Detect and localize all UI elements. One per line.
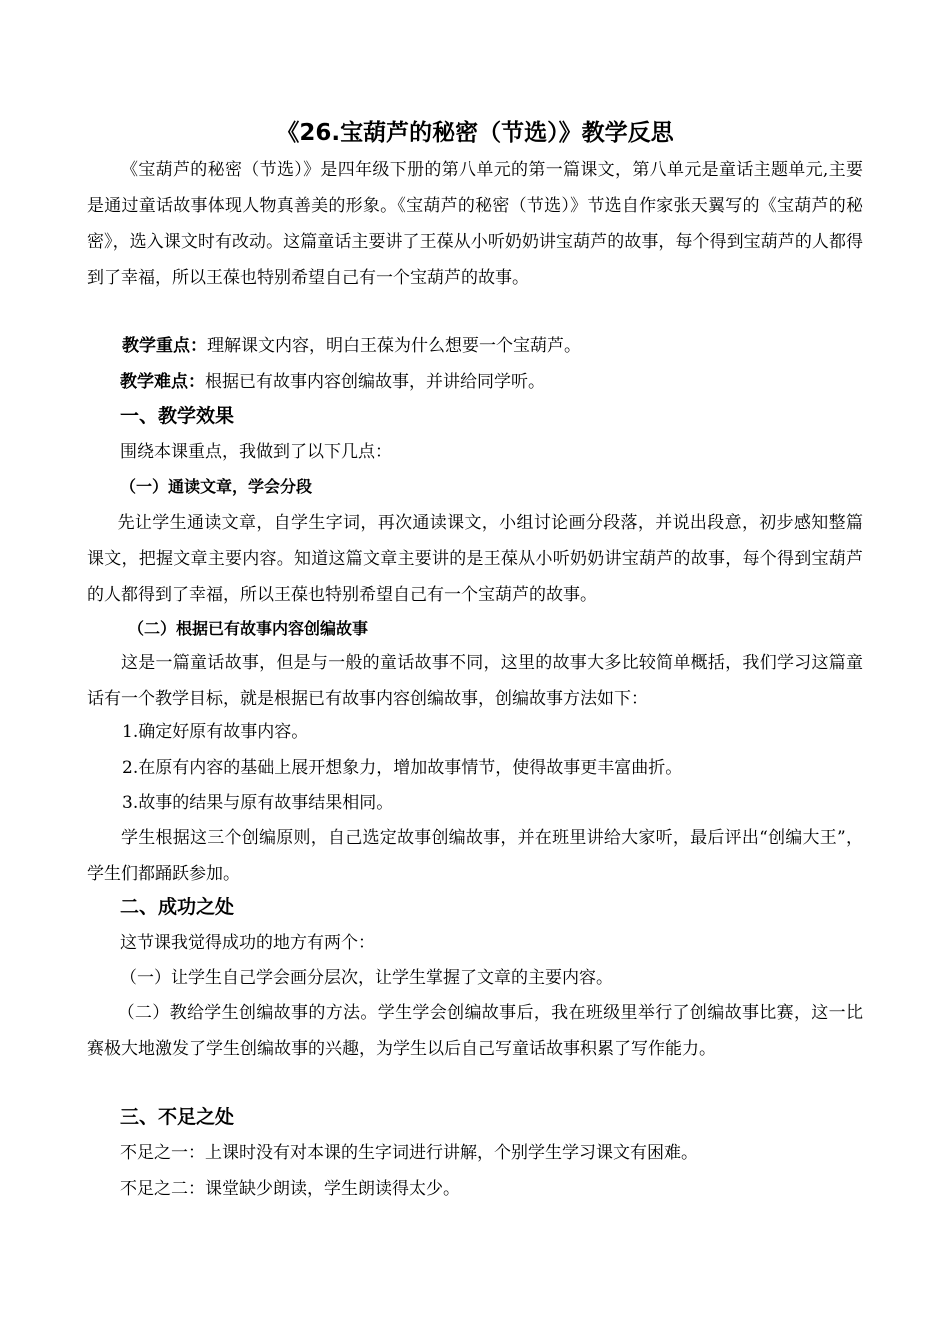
difficult-point-text: 根据已有故事内容创编故事，并讲给同学听。 <box>205 372 545 392</box>
step-item-3: 3.故事的结果与原有故事结果相同。 <box>122 793 394 813</box>
intro-paragraph <box>87 152 863 296</box>
key-point-line <box>122 334 581 358</box>
section2-heading: 二、成功之处 <box>120 896 235 918</box>
key-point-text: 理解课文内容，明白王葆为什么想要一个宝葫芦。 <box>207 336 581 356</box>
section1-intro: 围绕本课重点，我做到了以下几点： <box>120 442 392 462</box>
key-point-label: 教学重点： <box>122 336 207 356</box>
difficult-point-label: 教学难点： <box>120 372 205 392</box>
section1-sub2-heading: （二）根据已有故事内容创编故事 <box>128 619 369 638</box>
section3-heading: 三、不足之处 <box>120 1106 235 1128</box>
step-item-2: 2.在原有内容的基础上展开想象力，增加故事情节，使得故事更丰富曲折。 <box>122 758 683 778</box>
step-item-1: 1.确定好原有故事内容。 <box>122 722 309 742</box>
section3-point1: 不足之一：上课时没有对本课的生字词进行讲解，个别学生学习课文有困难。 <box>120 1143 698 1163</box>
section1-conclusion-paragraph <box>87 820 863 892</box>
section1-sub2-paragraph <box>87 645 863 717</box>
difficult-point-line <box>120 370 545 394</box>
section3-point2: 不足之二：课堂缺少朗读，学生朗读得太少。 <box>120 1179 460 1199</box>
section1-heading: 一、教学效果 <box>120 405 235 427</box>
section1-sub2-text: 这是一篇童话故事，但是与一般的童话故事不同，这里的故事大多比较简单概括，我们学习这篇童话有一个教学目标，就是根据已有故事内容创编故事，创编故事方法如下： <box>87 653 863 709</box>
section2-point2-text: （二）教给学生创编故事的方法。学生学会创编故事后，我在班级里举行了创编故事比赛，这一比赛极大地激发了学生创编故事的兴趣，为学生以后自己写童话故事积累了写作能力。 <box>87 1003 863 1059</box>
section2-point2-paragraph <box>87 995 863 1067</box>
section1-sub1-paragraph <box>87 505 863 613</box>
page-title: 《26.宝葫芦的秘密（节选）》教学反思 <box>276 120 674 146</box>
section2-intro: 这节课我觉得成功的地方有两个： <box>120 933 375 953</box>
section1-sub1-text: 先让学生通读文章，自学生字词，再次通读课文，小组讨论画分段落，并说出段意，初步感知整篇课文，把握文章主要内容。知道这篇文章主要讲的是王葆从小听奶奶讲宝葫芦的故事，每个得到宝葫芦的人都得到了幸福，所以王葆也特别希望自己有一个宝葫芦的故事。 <box>87 513 863 605</box>
section2-point1: （一）让学生自己学会画分层次，让学生掌握了文章的主要内容。 <box>120 968 613 988</box>
intro-text: 《宝葫芦的秘密（节选）》是四年级下册的第八单元的第一篇课文，第八单元是童话主题单元,主要是通过童话故事体现人物真善美的形象。《宝葫芦的秘密（节选）》节选自作家张天翼写的《宝葫芦的秘密》，选入课文时有改动。这篇童话主要讲了王葆从小听奶奶讲宝葫芦的故事，每个得到宝葫芦的人都得到了幸福，所以王葆也特别希望自己有一个宝葫芦的故事。 <box>87 160 863 288</box>
section1-sub1-heading: （一）通读文章，学会分段 <box>120 477 313 496</box>
section1-conclusion-text: 学生根据这三个创编原则，自己选定故事创编故事，并在班里讲给大家听，最后评出“创编大王”，学生们都踊跃参加。 <box>87 828 863 884</box>
